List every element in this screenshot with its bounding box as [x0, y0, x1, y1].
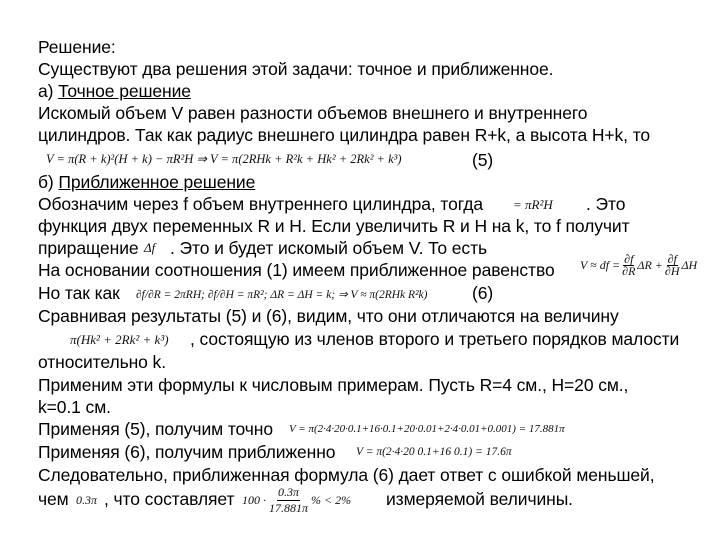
- text-line-20: Следовательно, приближенная формула (6) дает ответ с ошибкой меньшей,: [38, 465, 655, 485]
- section-a-label: Точное решение: [58, 81, 191, 101]
- text-line-8-end: . Это: [586, 194, 626, 214]
- approx-mid: ΔR +: [637, 258, 663, 272]
- formula-exact-result: V = π(2·4·20·0.1+16·0.1+20·0.01+2·4·0.01+0.001) = 17.881π: [289, 423, 565, 435]
- fraction-denominator: ∂R: [622, 264, 636, 278]
- formula-error: 0.3π: [76, 493, 98, 507]
- fraction-denominator: 17.881π: [269, 501, 309, 515]
- fraction-df-dh: [665, 254, 680, 277]
- fraction-numerator: ∂f: [624, 252, 634, 266]
- text-line-8: Обозначим через f объем внутреннего цилиндра, тогда: [38, 194, 483, 214]
- text-line-21-end: измеряемой величины.: [386, 489, 573, 509]
- text-line-15: относительно k.: [38, 352, 166, 372]
- text-line-13: Сравнивая результаты (5) и (6), видим, что они отличаются на величину: [38, 306, 619, 326]
- approx-end: ΔH: [681, 258, 698, 272]
- percentage-rhs: % < 2%: [311, 493, 352, 507]
- section-b-title: [38, 171, 255, 193]
- section-a-title: [38, 80, 191, 102]
- text-line-5: цилиндров. Так как радиус внешнего цилиндра равен R+k, а высота H+k, то: [38, 125, 651, 145]
- approx-lhs: V ≈ df =: [580, 258, 621, 272]
- text-line-17: k=0.1 см.: [38, 397, 111, 417]
- formula-delta-f: Δf: [144, 240, 156, 255]
- section-b-label: Приближенное решение: [58, 172, 256, 192]
- text-line-4: Искомый объем V равен разности объемов внешнего и внутреннего: [38, 103, 588, 123]
- formula-difference: π(Hk² + 2Rk² + k³): [70, 332, 169, 347]
- text-line-21-start: чем: [38, 489, 69, 509]
- formula-6: ∂f/∂R = 2πRH; ∂f/∂H = πR²; ΔR = ΔH = k; ⇒ V ≈ π(2RHk R²k): [136, 289, 428, 301]
- text-line-heading: Решение:: [38, 37, 116, 57]
- equation-number-6: (6): [472, 283, 494, 303]
- section-b-prefix: б): [38, 172, 59, 192]
- formula-approx-differential: [580, 254, 697, 277]
- percentage-fraction: [269, 485, 308, 516]
- fraction-numerator: 0.3π: [278, 485, 300, 499]
- text-line-intro: Существуют два решения этой задачи: точное и приближенное.: [38, 59, 554, 79]
- text-line-14: , состоящую из членов второго и третьего порядков малости: [190, 329, 680, 349]
- percentage-lhs: 100 ·: [242, 493, 266, 507]
- formula-percentage: [242, 485, 351, 516]
- fraction-numerator: ∂f: [667, 252, 677, 266]
- equation-number-5: (5): [472, 150, 494, 170]
- fraction-denominator: ∂H: [664, 264, 680, 278]
- text-line-11: На основании соотношения (1) имеем приближенное равенство: [38, 260, 555, 280]
- formula-f-definition: = πR²H: [513, 197, 553, 212]
- fraction-df-dr: [622, 254, 635, 277]
- text-line-12-start: Но так как: [38, 283, 120, 303]
- text-line-18: Применяя (5), получим точно: [38, 419, 273, 439]
- formula-approx-result: V = π(2·4·20 0.1+16 0.1) = 17.6π: [356, 446, 512, 458]
- text-line-10-end: . Это и будет искомый объем V. То есть: [170, 238, 488, 258]
- text-line-16: Применим эти формулы к числовым примерам. Пусть R=4 см., H=20 см.,: [38, 375, 629, 395]
- text-line-10-start: приращение: [38, 238, 139, 258]
- text-line-19: Применяя (6), получим приближенно: [38, 442, 336, 462]
- text-line-21-mid: , что составляет: [104, 489, 235, 509]
- formula-5: V = π(R + k)²(H + k) − πR²H ⇒ V = π(2RHk + R²k + Hk² + 2Rk² + k³): [46, 152, 402, 166]
- text-line-9: функция двух переменных R и H. Если увеличить R и H на k, то f получит: [38, 216, 630, 236]
- section-a-prefix: а): [38, 81, 59, 101]
